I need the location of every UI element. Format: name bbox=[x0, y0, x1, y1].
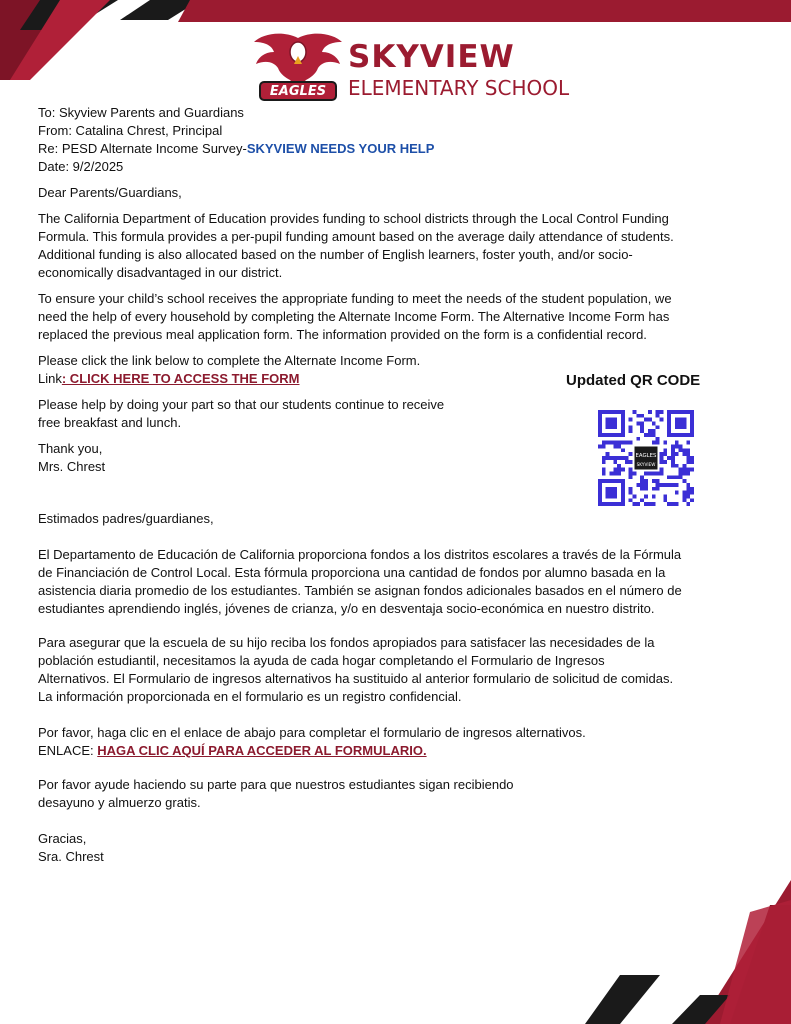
english-paragraph-1 bbox=[38, 210, 754, 282]
spanish-link-line bbox=[38, 742, 427, 760]
text-line: El Departamento de Educación de California proporciona fondos a los distritos escolares a través de la Fórmula bbox=[38, 547, 682, 562]
english-paragraph-3: Please click the link below to complete the Alternate Income Form. bbox=[38, 353, 421, 368]
spanish-paragraph-2 bbox=[38, 634, 754, 706]
text-line: asistencia diaria promedio de los estudiantes. También se asignan fondos adicionales basados en el número de bbox=[38, 583, 682, 598]
spanish-paragraph-3: Por favor, haga clic en el enlace de abajo para completar el formulario de ingresos alternativos. bbox=[38, 725, 586, 740]
english-paragraph-2 bbox=[38, 290, 754, 344]
memo-date: Date: 9/2/2025 bbox=[38, 159, 124, 174]
text-line: Alternativos. El Formulario de ingresos alternativos ha sustituido al anterior formulario de solicitud de comidas. bbox=[38, 671, 674, 686]
text-line: Por favor ayude haciendo su parte para que nuestros estudiantes sigan recibiendo bbox=[38, 777, 514, 792]
text-line: Please help by doing your part so that our students continue to receive bbox=[38, 397, 445, 412]
english-link-line bbox=[38, 370, 299, 388]
qr-code[interactable] bbox=[598, 410, 694, 506]
school-subtitle: ELEMENTARY SCHOOL bbox=[348, 76, 570, 100]
eagles-logo-text: EAGLES bbox=[269, 84, 327, 99]
text-line: economically disadvantaged in our district. bbox=[38, 265, 283, 280]
text-line: free breakfast and lunch. bbox=[38, 415, 182, 430]
text-line: de Financiación de Control Local. Esta fórmula proporciona una cantidad de fondos por alumno basada en la bbox=[38, 565, 666, 580]
text-line: La información proporcionada en el formulario es un registro confidencial. bbox=[38, 689, 462, 704]
text-line: replaced the previous meal application form. The information provided on the form is a confidential record. bbox=[38, 327, 647, 342]
spanish-greeting: Estimados padres/guardianes, bbox=[38, 511, 214, 526]
text-line: población estudiantil, necesitamos la ayuda de cada hogar completando el Formulario de Ingresos bbox=[38, 653, 605, 668]
text-line: need the help of every household by completing the Alternate Income Form. The Alternative Income Form has bbox=[38, 309, 670, 324]
spanish-paragraph-1 bbox=[38, 546, 754, 618]
text-line: Additional funding is also allocated based on the number of English learners, foster youth, and/or socio- bbox=[38, 247, 633, 262]
link-label: Link bbox=[38, 371, 62, 386]
spanish-paragraph-4 bbox=[38, 776, 754, 812]
link-label: ENLACE: bbox=[38, 743, 98, 758]
english-closing: Thank you, bbox=[38, 441, 103, 456]
memo-re bbox=[38, 140, 434, 158]
qr-center-label-1: EAGLES bbox=[635, 453, 657, 460]
text-line: Para asegurar que la escuela de su hijo reciba los fondos apropiados para satisfacer las necesidades de la bbox=[38, 635, 655, 650]
english-signature: Mrs. Chrest bbox=[38, 459, 106, 474]
access-form-link[interactable]: : CLICK HERE TO ACCESS THE FORM bbox=[61, 371, 300, 386]
memo-re-highlight: SKYVIEW NEEDS YOUR HELP bbox=[246, 141, 435, 156]
memo-to: To: Skyview Parents and Guardians bbox=[38, 105, 244, 120]
eagle-logo-icon bbox=[252, 30, 344, 102]
text-line: desayuno y almuerzo gratis. bbox=[38, 795, 201, 810]
school-header bbox=[252, 30, 572, 104]
text-line: estudiantes aprendiendo inglés, jóvenes de crianza, y/o en desventaja socio-económica en nuestro distrito. bbox=[38, 601, 655, 616]
qr-code-title: Updated QR CODE bbox=[566, 372, 701, 389]
spanish-closing: Gracias, bbox=[38, 831, 87, 846]
english-paragraph-4 bbox=[38, 396, 508, 432]
text-line: Formula. This formula provides a per-pupil funding amount based on the average daily attendance of students. bbox=[38, 229, 674, 244]
memo-from: From: Catalina Chrest, Principal bbox=[38, 123, 223, 138]
memo-re-prefix: Re: PESD Alternate Income Survey- bbox=[38, 141, 247, 156]
access-form-link-spanish[interactable]: HAGA CLIC AQUÍ PARA ACCEDER AL FORMULARIO. bbox=[97, 743, 427, 758]
text-line: The California Department of Education provides funding to school districts through the Local Control Funding bbox=[38, 211, 669, 226]
english-greeting: Dear Parents/Guardians, bbox=[38, 185, 182, 200]
school-name: SKYVIEW bbox=[348, 39, 515, 75]
text-line: To ensure your child’s school receives the appropriate funding to meet the needs of the student population, we bbox=[38, 291, 672, 306]
qr-center-label-2: SKYVIEW bbox=[636, 462, 656, 468]
spanish-signature: Sra. Chrest bbox=[38, 849, 104, 864]
